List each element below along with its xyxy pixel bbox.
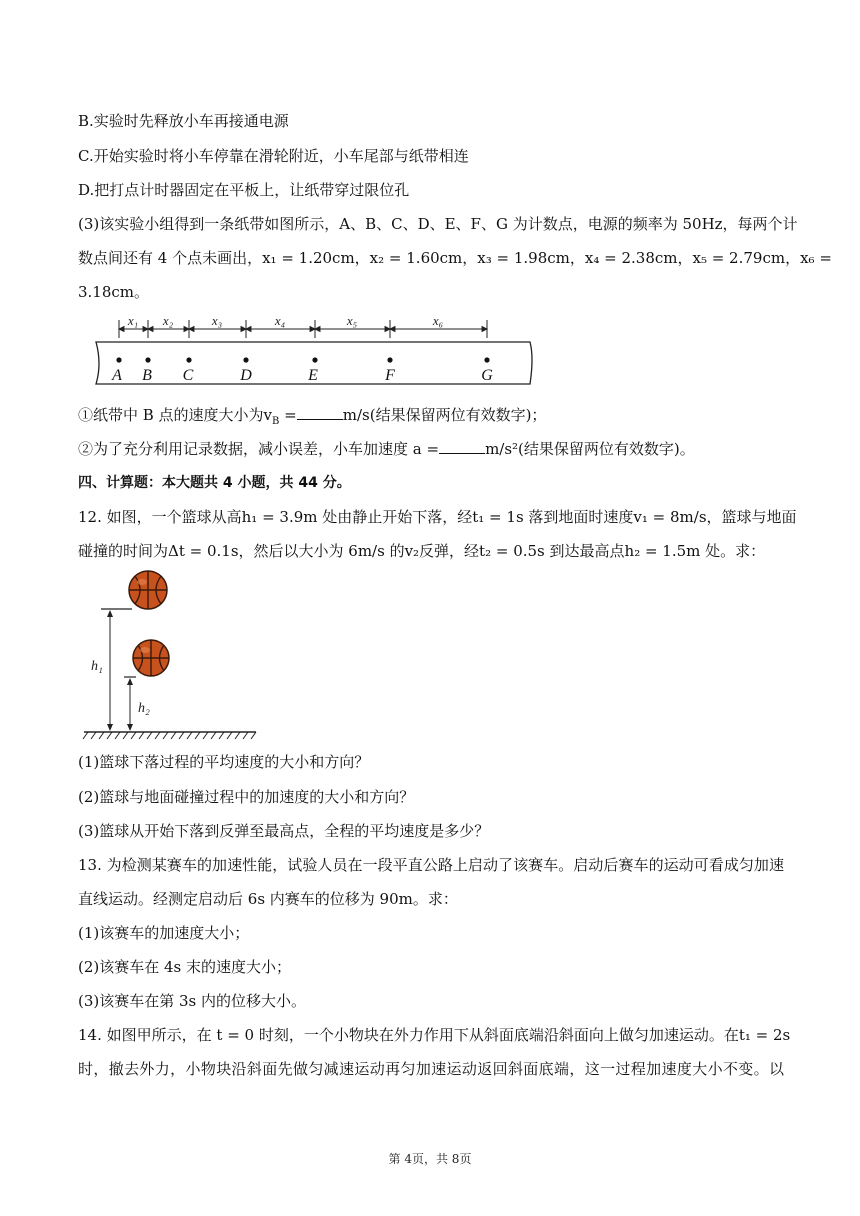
segment-label-x3: x₃ xyxy=(211,313,223,328)
q3-sub2-text: ②为了充分利用记录数据，减小误差，小车加速度 a = xyxy=(78,440,440,458)
q13-line2: 直线运动。经测定启动后 6s 内赛车的位移为 90m。求： xyxy=(78,890,458,908)
section-heading: 四、计算题：本大题共 4 小题，共 44 分。 xyxy=(78,475,351,491)
segment-label-x6: x₆ xyxy=(432,313,444,328)
q3-sub2 xyxy=(78,439,784,459)
answer-blank-a[interactable] xyxy=(439,439,485,454)
tape-dot-e xyxy=(312,357,317,362)
segment-label-x2: x₂ xyxy=(162,313,174,328)
tape-dot-b xyxy=(145,357,150,362)
point-label-b: B xyxy=(142,367,152,384)
answer-blank-vb[interactable] xyxy=(297,405,343,420)
q12-sub3: (3)篮球从开始下落到反弹至最高点，全程的平均速度是多少？ xyxy=(78,822,490,840)
q13-sub2: (2)该赛车在 4s 末的速度大小； xyxy=(78,958,292,976)
basketball-diagram xyxy=(80,566,280,746)
q3-line1: (3)该实验小组得到一条纸带如图所示，A、B、C、D、E、F、G 为计数点，电源的频率为 50Hz，每两个计 xyxy=(78,215,798,233)
option-c: C.开始实验时将小车停靠在滑轮附近，小车尾部与纸带相连 xyxy=(78,147,469,165)
q14-line1: 14. 如图甲所示，在 t = 0 时刻，一个小物块在外力作用下从斜面底端沿斜面向上做匀加速运动。在t₁ = 2s xyxy=(78,1026,791,1044)
q3-sub1-unit: m/s(结果保留两位有效数字)； xyxy=(342,406,547,424)
segment-label-x5: x₅ xyxy=(346,313,358,328)
label-h1: h₁ xyxy=(91,659,103,674)
q12-sub1: (1)篮球下落过程的平均速度的大小和方向？ xyxy=(78,753,370,771)
tape-dot-g xyxy=(484,357,489,362)
q13-sub3: (3)该赛车在第 3s 内的位移大小。 xyxy=(78,992,307,1010)
q13-sub1: (1)该赛车的加速度大小； xyxy=(78,924,250,942)
paper-tape-diagram xyxy=(84,312,536,390)
tape-dot-a xyxy=(116,357,121,362)
q14-line2: 时，撤去外力，小物块沿斜面先做匀减速运动再匀加速运动返回斜面底端，这一过程加速度大小不变。以 xyxy=(78,1060,784,1078)
tape-dot-c xyxy=(186,357,191,362)
q12-sub2: (2)篮球与地面碰撞过程中的加速度的大小和方向？ xyxy=(78,788,415,806)
q13-line1: 13. 为检测某赛车的加速性能，试验人员在一段平直公路上启动了该赛车。启动后赛车的运动可看成匀加速 xyxy=(78,856,784,874)
q3-sub1 xyxy=(78,405,784,432)
q3-line2: 数点间还有 4 个点未画出，x₁ = 1.20cm，x₂ = 1.60cm，x₃ = 1.98cm，x₄ = 2.38cm，x₅ = 2.79cm，x₆ = xyxy=(78,249,832,267)
point-label-g: G xyxy=(481,367,493,384)
page-footer: 第 4页，共 8页 xyxy=(388,1152,472,1166)
basketball-icon xyxy=(129,571,167,609)
point-label-c: C xyxy=(182,367,194,384)
option-d: D.把打点计时器固定在平板上，让纸带穿过限位孔 xyxy=(78,181,410,199)
point-label-a: A xyxy=(112,367,122,384)
q3-sub1-subscript: B xyxy=(272,416,280,427)
segment-label-x4: x₄ xyxy=(274,313,286,328)
tape-dot-d xyxy=(243,357,248,362)
segment-label-x1: x₁ xyxy=(127,313,139,328)
label-h2: h₂ xyxy=(138,701,150,716)
option-b: B.实验时先释放小车再接通电源 xyxy=(78,112,289,130)
q3-sub1-equals: = xyxy=(279,406,297,424)
basketball-icon xyxy=(133,640,169,676)
q3-sub2-unit: m/s²(结果保留两位有效数字)。 xyxy=(485,440,695,458)
q12-line1: 12. 如图，一个篮球从高h₁ = 3.9m 处由静止开始下落，经t₁ = 1s 落到地面时速度v₁ = 8m/s，篮球与地面 xyxy=(78,508,797,526)
q3-sub1-text: ①纸带中 B 点的速度大小为v xyxy=(78,406,273,424)
q3-line3: 3.18cm。 xyxy=(78,283,150,301)
q12-line2: 碰撞的时间为Δt = 0.1s，然后以大小为 6m/s 的v₂反弹，经t₂ = 0.5s 到达最高点h₂ = 1.5m 处。求： xyxy=(78,542,766,560)
point-label-e: E xyxy=(308,367,318,384)
point-label-f: F xyxy=(385,367,395,384)
point-label-d: D xyxy=(240,367,252,384)
tape-dot-f xyxy=(387,357,392,362)
